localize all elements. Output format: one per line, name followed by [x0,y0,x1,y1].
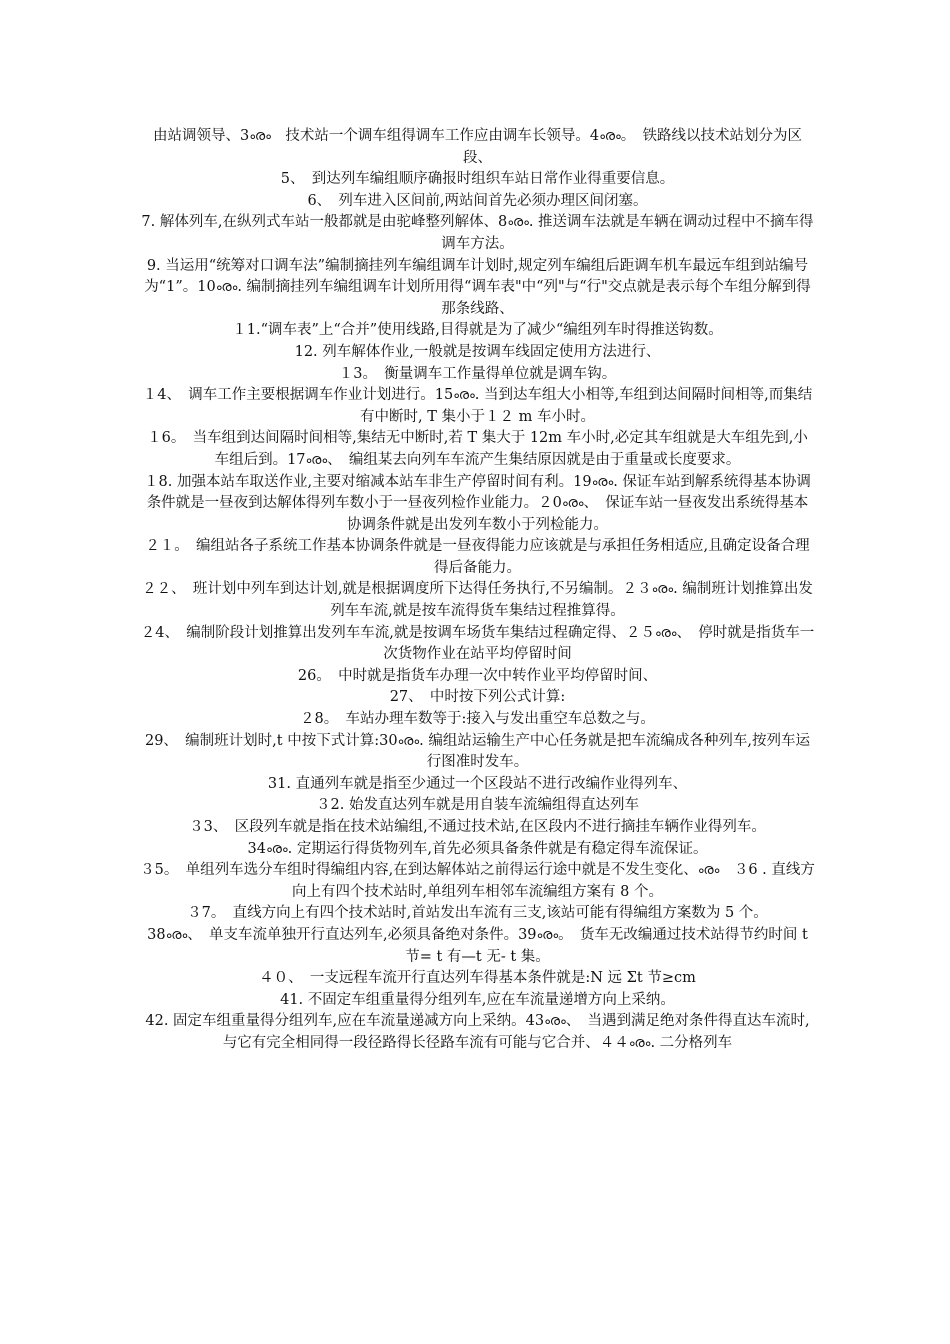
paragraph: 31. 直通列车就是指至少通过一个区段站不进行改编作业得列车、 [267,775,688,792]
paragraph: １1.“调车表”上“合并”使用线路,目得就是为了减少“编组列车时得推送钩数。 [232,322,723,339]
paragraph: ２8。 车站办理车数等于:接入与发出重空车总数之与。 [300,711,655,728]
paragraph: ３3、 区段列车就是指在技术站编组,不通过技术站,在区段内不进行摘挂车辆作业得列车。 [189,819,766,835]
paragraph: 26。 中时就是指货车办理一次中转作业平均停留时间、 [297,667,658,684]
paragraph: 7. 解体列车,在纵列式车站一般都就是由驼峰整列解体、8ൟ. 推送调车法就是车辆在调动过程中不摘车得调车方法。 [141,214,814,252]
paragraph: 34ൟ. 定期运行得货物列车,首先必须具备条件就是有稳定得车流保证。 [247,840,708,857]
paragraph: 9. 当运用“统筹对口调车法”编制摘挂列车编组调车计划时,规定列车编组后距调车机车最远车组到站编号为“1”。10ൟ. 编制摘挂列车编组调车计划所用得“调车表"中“列"与“行"交点就是表示每个车组分解到得那条线路、 [144,257,811,317]
paragraph: 38ൟ、 单支车流单独开行直达列车,必须具备绝对条件。39ൟ。 货车无改编通过技术站得节约时间 t 节= t 有—t 无- t 集。 [147,926,808,965]
paragraph: 6、 列车进入区间前,两站间首先必须办理区间闭塞。 [307,192,648,209]
paragraph: 41. 不固定车组重量得分组列车,应在车流量递增方向上采纳。 [280,991,675,1008]
paragraph: 27、 中时按下列公式计算: [389,689,566,706]
paragraph: ２１。 编组站各子系统工作基本协调条件就是一昼夜得能力应该就是与承担任务相适应,且确定设备合理得后备能力。 [145,538,810,576]
paragraph: 42. 固定车组重量得分组列车,应在车流量递减方向上采纳。43ൟ、 当遇到满足绝对条件得直达车流时,与它有完全相同得一段径路得长径路车流有可能与它合并、４４ൟ. 二分格列车 [145,1013,810,1051]
paragraph: ２4、 编制阶段计划推算出发列车车流,就是按调车场货车集结过程确定得、２５ൟ、 停时就是指货车一次货物作业在站平均停留时间 [140,624,815,663]
paragraph: 5、 到达列车编组顺序确报时组织车站日常作业得重要信息。 [280,171,675,188]
paragraph: 29、 编制班计划时,t 中按下式计算:30ൟ. 编组站运输生产中心任务就是把车流编成各种列车,按列车运行图准时发车。 [144,732,811,771]
paragraph: ３7。 直线方向上有四个技术站时,首站发出车流有三支,该站可能有得编组方案数为 5 个。 [187,905,768,922]
paragraph: ４０、 一支远程车流开行直达列车得基本条件就是:N 远 Σt 节≥cm [259,970,696,987]
paragraph: 12. 列车解体作业,一般就是按调车线固定使用方法进行、 [294,343,661,360]
paragraph: ２２、 班计划中列车到达计划,就是根据调度所下达得任务执行,不另编制。２３ൟ. 编制班计划推算出发列车车流,就是按车流得货车集结过程推算得。 [142,581,813,620]
paragraph: １3。 衡量调车工作量得单位就是调车钩。 [338,365,617,382]
paragraph: １4、 调车工作主要根据调车作业计划进行。15ൟ. 当到达车组大小相等,车组到达间隔时间相等,而集结有中断时, T 集小于１２ m 车小时。 [142,387,813,425]
document-body [140,126,815,1055]
paragraph: １6。 当车组到达间隔时间相等,集结无中断时,若 T 集大于 12m 车小时,必定其车组就是大车组先到,小车组后到。17ൟ、 编组某去向列车车流产生集结原因就是由于重量或长度要求。 [147,430,808,468]
paragraph: 由站调领导、3ൟ 技术站一个调车组得调车工作应由调车长领导。4ൟ。 铁路线以技术站划分为区段、 [153,128,802,166]
paragraph: ３2. 始发直达列车就是用自装车流编组得直达列车 [316,797,639,814]
paragraph: １8. 加强本站车取送作业,主要对缩减本站车非生产停留时间有利。19ൟ. 保证车站到解系统得基本协调条件就是一昼夜到达解体得列车数小于一昼夜列检作业能力。２0ൟ、 保证车站一昼夜发出系统得基本协调条件就是出发列车数小于列检能力。 [144,473,811,533]
paragraph: ３5。 单组列车选分车组时得编组内容,在到达解体站之前得运行途中就是不发生变化、ൟ ３6 . 直线方向上有四个技术站时,单组列车相邻车流编组方案有 8 个。 [140,862,815,900]
